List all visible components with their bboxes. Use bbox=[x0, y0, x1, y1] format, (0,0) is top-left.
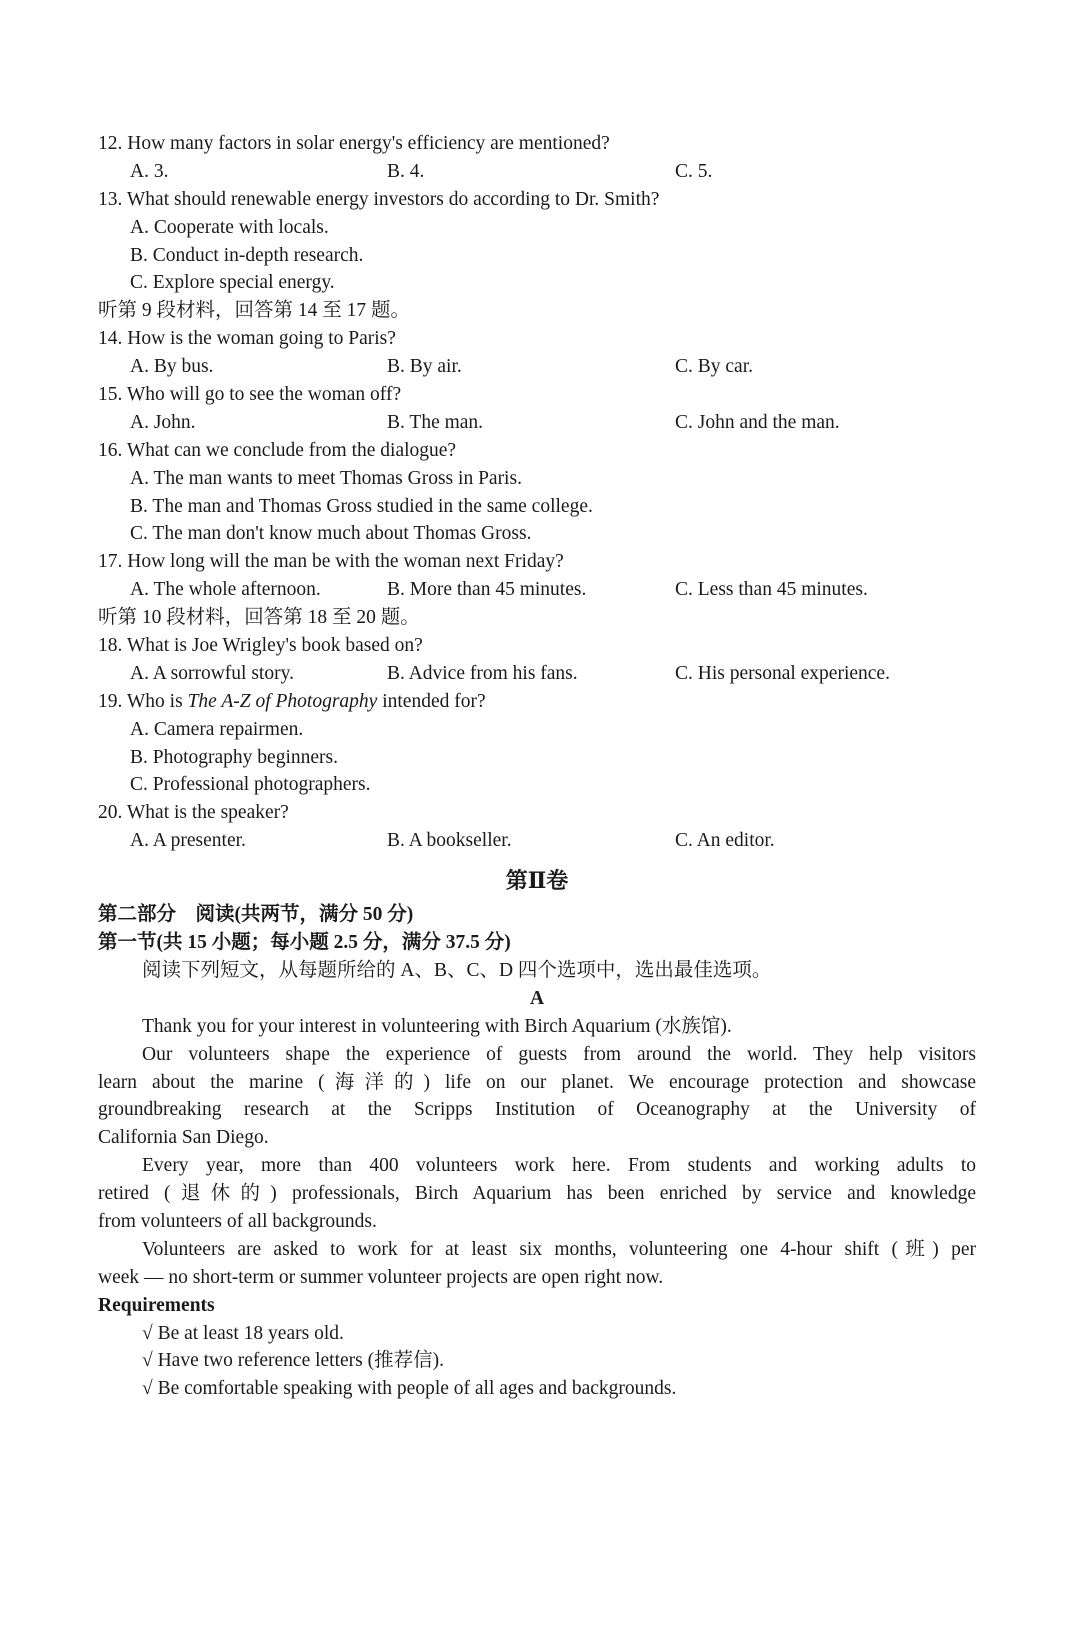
instruction-material-9: 听第 9 段材料，回答第 14 至 17 题。 bbox=[98, 300, 411, 322]
question-18: 18. What is Joe Wrigley's book based on? bbox=[98, 635, 423, 657]
requirement-item: √ Have two reference letters (推荐信). bbox=[142, 1350, 444, 1372]
question-14: 14. How is the woman going to Paris? bbox=[98, 328, 396, 350]
option-c: C. Professional photographers. bbox=[130, 774, 371, 796]
option-b: B. Photography beginners. bbox=[130, 746, 338, 768]
option-c: C. 5. bbox=[675, 160, 713, 182]
option-a: A. The whole afternoon. bbox=[130, 579, 321, 601]
option-c: C. Less than 45 minutes. bbox=[675, 579, 868, 601]
option-c: C. By car. bbox=[675, 356, 753, 378]
question-17: 17. How long will the man be with the woman next Friday? bbox=[98, 551, 564, 573]
volume-title: 第Ⅱ卷 bbox=[505, 868, 569, 894]
question-12-options bbox=[98, 158, 976, 186]
passage-line: week — no short-term or summer volunteer projects are open right now. bbox=[98, 1266, 664, 1288]
question-16: 16. What can we conclude from the dialogue? bbox=[98, 439, 457, 461]
stem-post: intended for? bbox=[377, 690, 486, 712]
option-c: C. An editor. bbox=[675, 830, 775, 852]
passage-line: groundbreaking research at the Scripps Institution of Oceanography at the University of bbox=[98, 1099, 976, 1121]
reading-instruction: 阅读下列短文，从每题所给的 A、B、C、D 四个选项中，选出最佳选项。 bbox=[142, 959, 772, 981]
question-15: 15. Who will go to see the woman off? bbox=[98, 384, 402, 406]
question-15-options bbox=[98, 409, 976, 437]
option-b: B. A bookseller. bbox=[387, 830, 512, 852]
option-b: B. The man and Thomas Gross studied in the same college. bbox=[130, 495, 593, 517]
question-20: 20. What is the speaker? bbox=[98, 802, 289, 824]
option-c: C. The man don't know much about Thomas Gross. bbox=[130, 523, 532, 545]
option-b: B. The man. bbox=[387, 411, 484, 433]
stem-pre: 19. Who is bbox=[98, 690, 188, 712]
passage-line: learn about the marine (海洋的) life on our planet. We encourage protection and showcase bbox=[98, 1071, 976, 1093]
option-c: C. His personal experience. bbox=[675, 662, 890, 684]
option-c: C. John and the man. bbox=[675, 411, 840, 433]
option-a: A. A presenter. bbox=[130, 830, 246, 852]
passage-line: Our volunteers shape the experience of guests from around the world. They help visitors bbox=[142, 1043, 976, 1065]
option-c: C. Explore special energy. bbox=[130, 272, 335, 294]
question-19 bbox=[98, 688, 976, 716]
passage-label: A bbox=[529, 987, 545, 1009]
section-title: 第二部分 阅读(共两节，满分 50 分) bbox=[98, 904, 414, 926]
question-14-options bbox=[98, 353, 976, 381]
passage-line: from volunteers of all backgrounds. bbox=[98, 1210, 377, 1232]
question-20-options bbox=[98, 827, 976, 855]
instruction-material-10: 听第 10 段材料，回答第 18 至 20 题。 bbox=[98, 607, 420, 629]
passage-line: Volunteers are asked to work for at least six months, volunteering one 4-hour shift (班) per bbox=[142, 1238, 976, 1260]
question-12: 12. How many factors in solar energy's efficiency are mentioned? bbox=[98, 133, 610, 154]
exam-page bbox=[98, 130, 976, 1403]
option-a: A. By bus. bbox=[130, 356, 214, 378]
subsection-title: 第一节(共 15 小题；每小题 2.5 分，满分 37.5 分) bbox=[98, 932, 511, 954]
passage-line: Thank you for your interest in volunteering with Birch Aquarium (水族馆). bbox=[142, 1015, 732, 1037]
option-a: A. Cooperate with locals. bbox=[130, 216, 329, 238]
option-a: A. Camera repairmen. bbox=[130, 718, 304, 740]
option-b: B. More than 45 minutes. bbox=[387, 579, 587, 601]
question-18-options bbox=[98, 660, 976, 688]
option-b: B. Advice from his fans. bbox=[387, 662, 578, 684]
question-17-options bbox=[98, 576, 976, 604]
requirements-heading: Requirements bbox=[98, 1294, 215, 1316]
option-b: B. By air. bbox=[387, 356, 462, 378]
book-title: The A-Z of Photography bbox=[187, 690, 378, 712]
option-a: A. A sorrowful story. bbox=[130, 662, 294, 684]
passage-line: California San Diego. bbox=[98, 1127, 269, 1149]
option-b: B. Conduct in-depth research. bbox=[130, 244, 364, 266]
option-a: A. John. bbox=[130, 411, 196, 433]
question-13: 13. What should renewable energy investors do according to Dr. Smith? bbox=[98, 188, 660, 210]
passage-line: Every year, more than 400 volunteers work here. From students and working adults to bbox=[142, 1155, 976, 1177]
requirement-item: √ Be comfortable speaking with people of all ages and backgrounds. bbox=[142, 1378, 677, 1400]
requirement-item: √ Be at least 18 years old. bbox=[142, 1322, 344, 1344]
option-a: A. The man wants to meet Thomas Gross in Paris. bbox=[130, 467, 522, 489]
passage-line: retired (退休的) professionals, Birch Aquarium has been enriched by service and knowledge bbox=[98, 1183, 976, 1205]
option-b: B. 4. bbox=[387, 160, 425, 182]
option-a: A. 3. bbox=[130, 160, 169, 182]
